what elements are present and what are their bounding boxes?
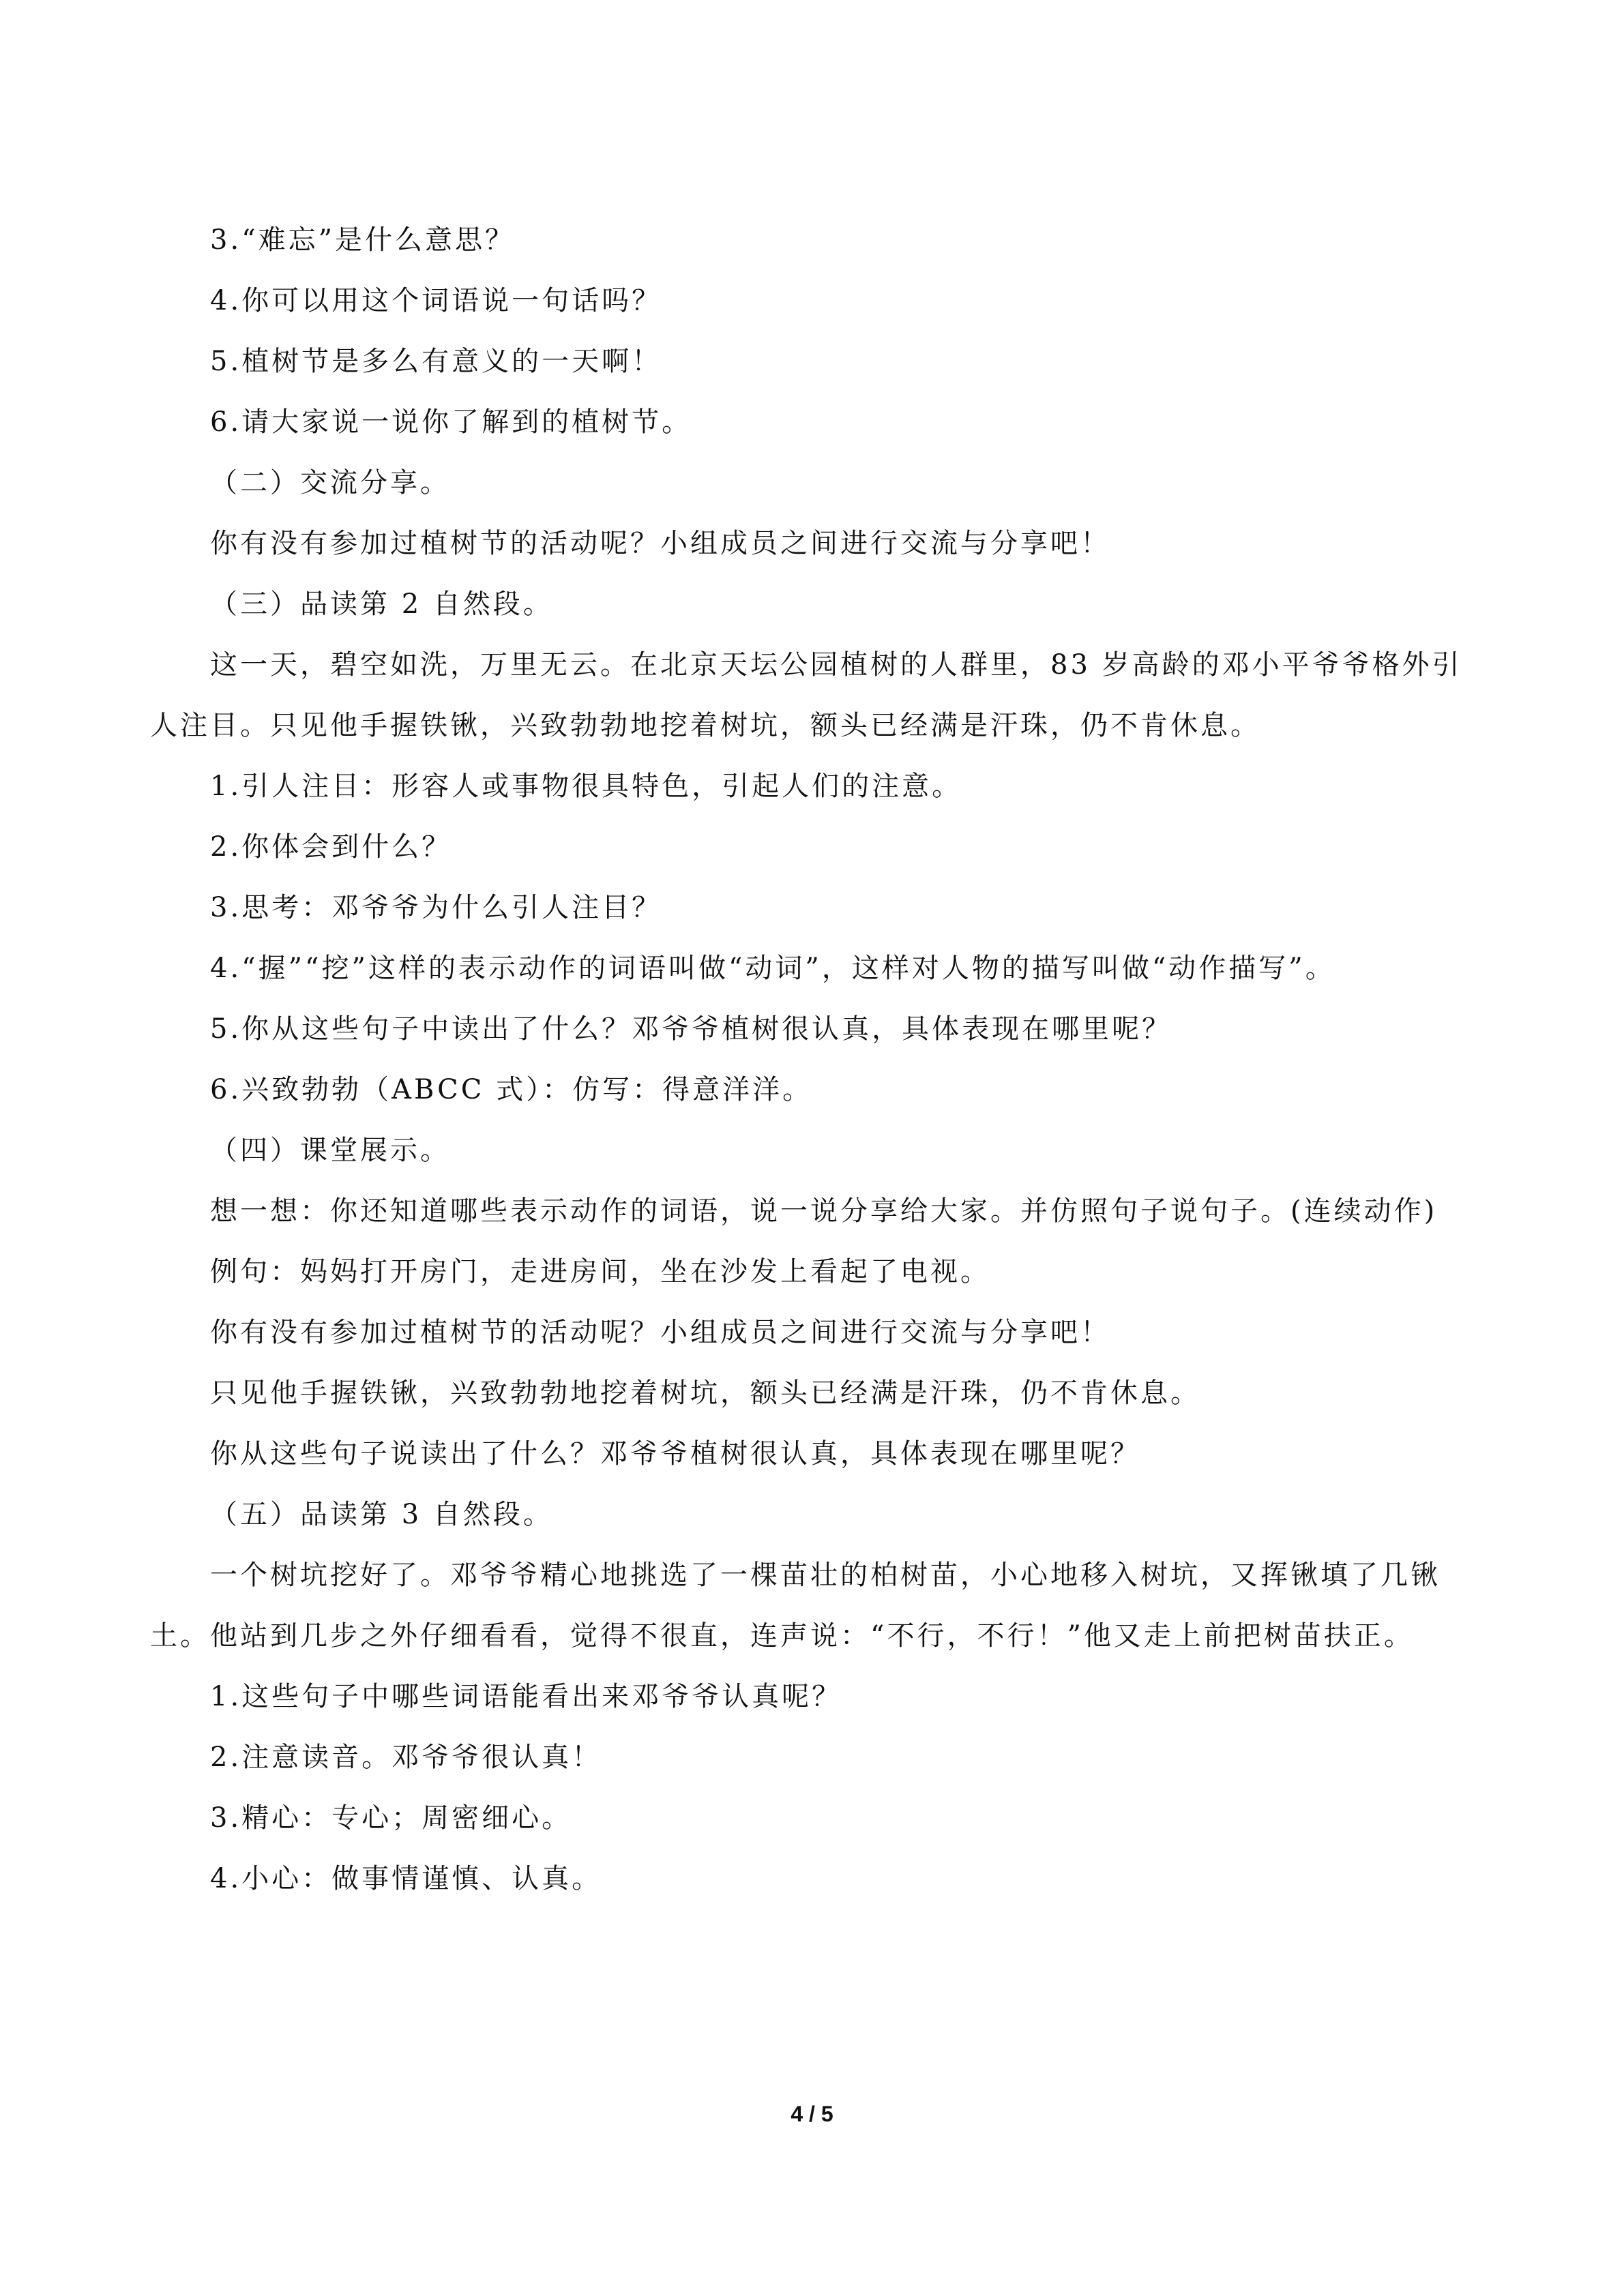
paragraph-14: 6.兴致勃勃（ABCC 式）：仿写：得意洋洋。 (210, 1074, 813, 1105)
paragraph-9: 1.引人注目：形容人或事物很具特色，引起人们的注意。 (210, 771, 962, 802)
paragraph-26: 4.小心：做事情谨慎、认真。 (210, 1863, 602, 1894)
section-heading-para3: （五）品读第 3 自然段。 (210, 1499, 553, 1530)
paragraph-11: 3.思考：邓爷爷为什么引人注目？ (210, 892, 662, 923)
section-heading-exchange: （二）交流分享。 (210, 467, 450, 498)
paragraph-6: 你有没有参加过植树节的活动呢？小组成员之间进行交流与分享吧！ (210, 528, 1110, 559)
paragraph-23: 1.这些句子中哪些词语能看出来邓爷爷认真呢？ (210, 1681, 842, 1712)
paragraph-10: 2.你体会到什么？ (210, 831, 452, 863)
paragraph-22: 一个树坑挖好了。邓爷爷精心地挑选了一棵苗壮的柏树苗，小心地移入树坑，又挥锹填了几锹土。他站到几步之外仔细看看，觉得不很直，连声说：“不行，不行！”他又走上前把树苗扶正。 (150, 1560, 1441, 1652)
paragraph-4: 6.请大家说一说你了解到的植树节。 (210, 406, 692, 438)
paragraph-17: 例句：妈妈打开房门，走进房间，坐在沙发上看起了电视。 (210, 1256, 990, 1287)
paragraph-8: 这一天，碧空如洗，万里无云。在北京天坛公园植树的人群里，83 岁高龄的邓小平爷爷格外引人注目。只见他手握铁锹，兴致勃勃地挖着树坑，额头已经满是汗珠，仍不肯休息。 (150, 649, 1462, 741)
paragraph-18: 你有没有参加过植树节的活动呢？小组成员之间进行交流与分享吧！ (210, 1317, 1110, 1348)
paragraph-25: 3.精心：专心；周密细心。 (210, 1802, 572, 1834)
section-heading-showcase: （四）课堂展示。 (210, 1135, 450, 1166)
paragraph-12: 4.“握”“挖”这样的表示动作的词语叫做“动词”，这样对人物的描写叫做“动作描写”。 (210, 953, 1335, 984)
section-heading-para2: （三）品读第 2 自然段。 (210, 588, 553, 620)
paragraph-2: 4.你可以用这个词语说一句话吗？ (210, 285, 662, 316)
page-number: 4 / 5 (791, 2102, 833, 2126)
paragraph-24: 2.注意读音。邓爷爷很认真！ (210, 1742, 602, 1773)
paragraph-1: 3.“难忘”是什么意思？ (210, 224, 516, 256)
paragraph-19: 只见他手握铁锹，兴致勃勃地挖着树坑，额头已经满是汗珠，仍不肯休息。 (210, 1377, 1200, 1409)
paragraph-20: 你从这些句子说读出了什么？邓爷爷植树很认真，具体表现在哪里呢？ (210, 1438, 1140, 1470)
paragraph-13: 5.你从这些句子中读出了什么？邓爷爷植树很认真，具体表现在哪里呢？ (210, 1013, 1172, 1045)
paragraph-16: 想一想：你还知道哪些表示动作的词语，说一说分享给大家。并仿照句子说句子。(连续动作) (210, 1195, 1438, 1227)
document-body (150, 210, 1477, 1909)
paragraph-3: 5.植树节是多么有意义的一天啊！ (210, 346, 662, 377)
